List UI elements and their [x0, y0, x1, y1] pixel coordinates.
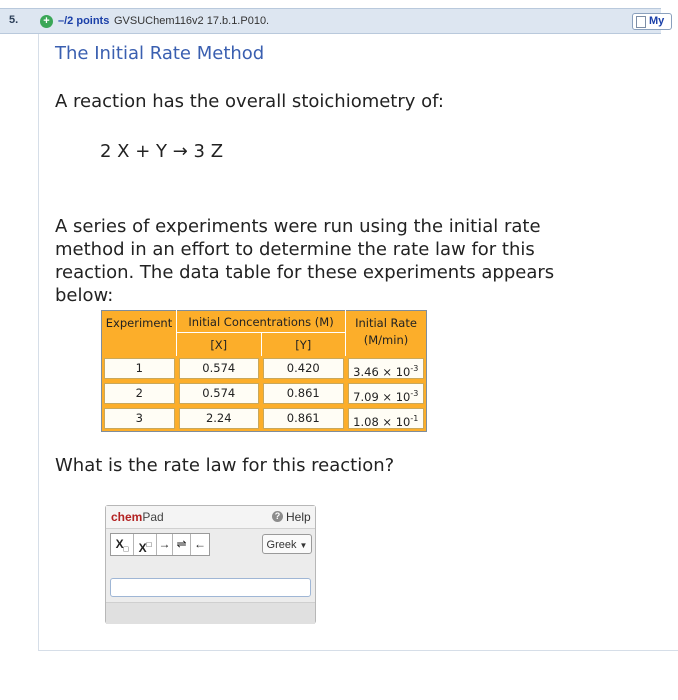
cell-x: 0.574: [179, 358, 260, 379]
cell-rate: [348, 383, 425, 404]
question-number: 5.: [9, 14, 19, 26]
expand-plus-icon[interactable]: +: [40, 15, 53, 28]
header-rate-line2: (M/min): [363, 333, 409, 347]
rate-mantissa: 3.46 × 10: [353, 364, 411, 379]
intro-text: A reaction has the overall stoichiometry of:: [55, 91, 444, 112]
my-notes-label: My: [649, 15, 665, 27]
chempad-widget: [105, 505, 316, 624]
question-title: The Initial Rate Method: [55, 43, 265, 64]
table-row: [102, 356, 427, 381]
points-label: –/2 points: [58, 15, 110, 27]
header-initial-rate: [346, 311, 427, 357]
greek-label: Greek: [266, 539, 297, 551]
table-row: [102, 381, 427, 406]
greek-dropdown[interactable]: [262, 534, 312, 554]
help-icon[interactable]: ?: [272, 511, 283, 522]
chempad-brand: [111, 510, 164, 524]
question-id: GVSUChem116v2 17.b.1.P010.: [114, 15, 270, 27]
right-arrow-button[interactable]: →: [157, 534, 173, 555]
header-rate-line1: Initial Rate: [355, 316, 417, 330]
rate-exponent: -1: [410, 414, 419, 423]
chempad-toolbar: [110, 533, 210, 556]
rate-exponent: -3: [410, 389, 419, 398]
cell-experiment: 1: [104, 358, 175, 379]
rate-data-table: [101, 310, 427, 432]
cell-x: 2.24: [179, 408, 260, 429]
chempad-brand-rest: Pad: [142, 510, 164, 524]
rate-mantissa: 7.09 × 10: [353, 389, 411, 404]
question-header: [0, 8, 665, 34]
help-link[interactable]: Help: [286, 510, 311, 524]
header-concentrations: Initial Concentrations (M): [177, 311, 346, 333]
cell-rate: [348, 408, 425, 429]
cell-rate: [348, 358, 425, 379]
chempad-header: [106, 506, 315, 529]
subscript-button[interactable]: $X_□$: [111, 534, 134, 555]
cell-y: 0.861: [263, 383, 344, 404]
chempad-brand-bold: chem: [111, 510, 143, 524]
cell-x: 0.574: [179, 383, 260, 404]
reaction-equation: 2 X + Y → 3 Z: [100, 141, 224, 162]
my-notes-button[interactable]: [632, 13, 672, 30]
rate-mantissa: 1.08 × 10: [353, 414, 411, 429]
answer-input[interactable]: [110, 578, 311, 597]
superscript-button[interactable]: X□: [134, 534, 157, 555]
header-x: [X]: [177, 333, 262, 356]
header-experiment: Experiment: [102, 311, 177, 357]
cell-y: 0.420: [263, 358, 344, 379]
question-text: What is the rate law for this reaction?: [55, 455, 395, 476]
chempad-footer: [106, 602, 315, 624]
equilibrium-arrow-button[interactable]: ⇌: [173, 534, 191, 555]
chevron-down-icon: ▼: [299, 541, 308, 550]
rate-exponent: -3: [410, 364, 419, 373]
cell-experiment: 2: [104, 383, 175, 404]
header-y: [Y]: [261, 333, 346, 356]
note-icon: [636, 16, 646, 28]
left-arrow-button[interactable]: ←: [194, 537, 206, 551]
description-text: A series of experiments were run using the initial rate method in an effort to determine the rate law for this reaction. The data table for these experiments appears below:: [55, 216, 555, 306]
cell-y: 0.861: [263, 408, 344, 429]
table-row: [102, 406, 427, 432]
cell-experiment: 3: [104, 408, 175, 429]
